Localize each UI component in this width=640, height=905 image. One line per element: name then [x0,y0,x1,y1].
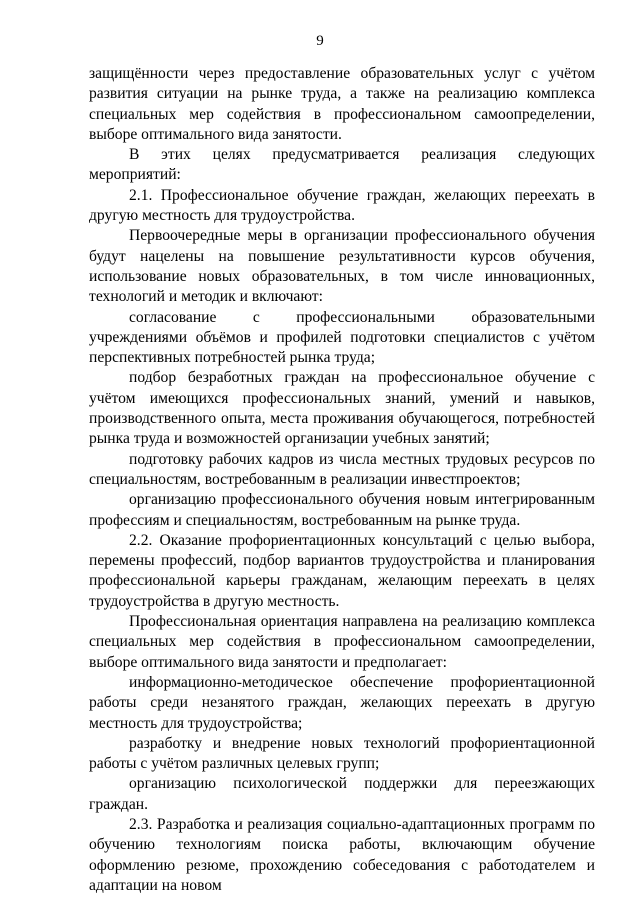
paragraph-training-measures: Первоочередные меры в организации профессионального обучения будут нацелены на повышение результативности курсов обучения, использование новых образовательных, в том числе инновационных, технологий и методик и включают: [89,227,595,306]
paragraph-new-technologies: разработку и внедрение новых технологий профориентационной работы с учётом различных целевых групп; [89,734,595,773]
paragraph-measures-intro: В этих целях предусматривается реализация следующих мероприятий: [89,146,595,184]
paragraph-continuation: защищённости через предоставление образовательных услуг с учётом развития ситуации на рынке труда, а также на реализацию комплекса специальных мер содействия в профессиональном самоопределении, выборе оптимального вида занятости. [89,65,595,143]
paragraph-item-2-1: 2.1. Профессиональное обучение граждан, желающих переехать в другую местность для трудоустройства. [89,186,595,225]
page-number: 9 [316,33,324,49]
paragraph-coordination: согласование с профессиональными образовательными учреждениями объёмов и профилей подготовки специалистов с учётом перспективных потребностей рынка труда; [89,308,595,367]
paragraph-methodical-support: информационно-методическое обеспечение профориентационной работы среди незанятого граждан, желающих переехать в другую местность для трудоустройства; [89,673,595,732]
paragraph-local-workforce: подготовку рабочих кадров из числа местных трудовых ресурсов по специальностям, востребованным в реализации инвестпроектов; [89,450,595,488]
paragraph-item-2-3: 2.3. Разработка и реализация социально-адаптационных программ по обучению технологиям поиска работы, включающим обучение оформлению резюме, прохождению собеседования с работодателем и адаптации на новом [89,815,595,894]
paragraph-integrated-training: организацию профессионального обучения новым интегрированным профессиям и специальностям, востребованным на рынке труда. [89,491,595,529]
body-text [89,64,595,896]
paragraph-item-2-2: 2.2. Оказание профориентационных консультаций с целью выбора, перемены профессий, подбор вариантов трудоустройства и планирования профессиональной карьеры гражданам, желающим переехать в целях трудоустройства в другую местность. [89,531,595,610]
paragraph-orientation: Профессиональная ориентация направлена на реализацию комплекса специальных мер содействия в профессиональном самоопределении, выборе оптимального вида занятости и предполагает: [89,613,595,671]
paragraph-psychological-support: организацию психологической поддержки для переезжающих граждан. [89,775,595,813]
paragraph-selection: подбор безработных граждан на профессиональное обучение с учётом имеющихся профессиональных знаний, умений и навыков, производственного опыта, места проживания обучающегося, потребностей рынка труда и возможностей организации учебных занятий; [89,369,595,448]
